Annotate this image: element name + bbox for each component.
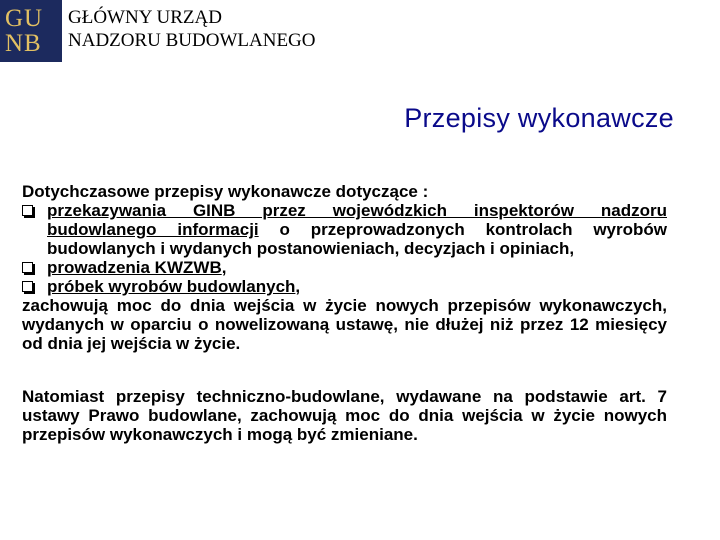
slide-title: Przepisy wykonawcze [404, 103, 674, 133]
checkbox-bullet-icon [22, 281, 33, 292]
bullet-item [22, 258, 667, 277]
logo-line-1: GU [5, 5, 44, 32]
conclusion-text: zachowują moc do dnia wejścia w życie nowych przepisów wykonawczych, wydanych w oparciu o nowelizowaną ustawę, nie dłużej niż przez 12 miesięcy od dnia jej wejścia w życie. [22, 296, 667, 353]
bullet-underlined-text: przekazywania GINB przez wojewódzkich inspektorów nadzoru budowlanego informacji [47, 201, 667, 239]
bullet-list [22, 201, 667, 296]
org-name-line-2: NADZORU BUDOWLANEGO [68, 30, 316, 51]
bullet-item [22, 277, 667, 296]
bullet-item [22, 201, 667, 258]
bullet-underlined-text: prowadzenia KWZWB [47, 258, 222, 277]
second-paragraph: Natomiast przepisy techniczno-budowlane, wydawane na podstawie art. 7 ustawy Prawo budowlane, zachowują moc do dnia wejścia w życie nowych przepisów wykonawczych i mogą być zmieniane. [22, 387, 667, 444]
intro-text: Dotychczasowe przepisy wykonawcze dotyczące : [22, 182, 429, 201]
checkbox-bullet-icon [22, 262, 33, 273]
bullet-text: o przeprowadzonych kontrolach wyrobów budowlanych i wydanych postanowieniach, decyzjach i opiniach, [47, 220, 668, 258]
slide-content [22, 182, 667, 444]
bullet-underlined-text: próbek wyrobów budowlanych [47, 277, 296, 296]
organization-name [68, 6, 316, 52]
org-name-line-1: GŁÓWNY URZĄD [68, 7, 222, 28]
paragraph-spacer [22, 353, 667, 387]
checkbox-bullet-icon [22, 205, 33, 216]
gunb-logo [0, 0, 62, 62]
bullet-text: , [295, 277, 301, 296]
bullet-text: , [221, 258, 227, 277]
logo-line-2: NB [5, 30, 42, 57]
